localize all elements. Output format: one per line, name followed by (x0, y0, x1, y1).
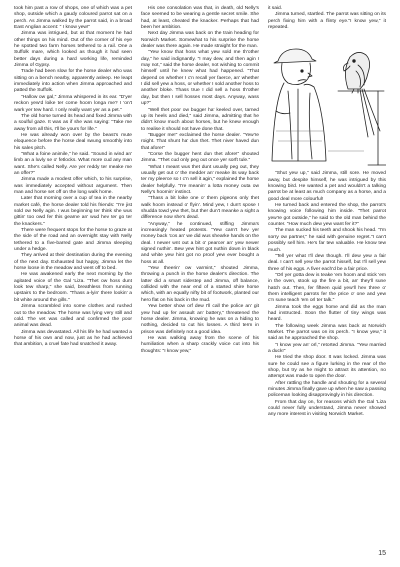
text-column-1 (14, 6, 132, 349)
column3-top-paragraph: it said. (268, 6, 283, 11)
column3-bottom-paragraph: From that day on, for reasons which the Gal 'Liza could never fully understand, Jimma never showed any more interest in visiting Norwich Market. (268, 399, 386, 418)
column3-bottom-paragraph: "Tell yer what I'll dew though. I'll dew yew a fair deal. I can't sell yew the parrot hisself, but I'll sell yew three of his eggs. A fiver each'd be a fair price. (268, 253, 386, 272)
column1-paragraph: "What a foine animile," he said. "Sound in wind an' limb an a luvly se o' fetlocks. What more cud any man want. She's called Nelly. Are yer reddy ter meake me an offer?" (14, 151, 132, 176)
column2-paragraph: "What I meant wus thet dunt usually peg out, they usually get out o' the medder an' meake its way back ter my pleerce so I c'n sell it agin," explained the horse dealer helpfully. "I're meanin' a lotta money outa ow Nelly's hoomin' instinct. (141, 164, 259, 195)
page-number: 15 (378, 550, 386, 557)
column3-bottom-paragraph: "Orl yer gotta dew is teake 'em hoom and stick 'em in the oven, stook up the fire a bit, an' they'll sune hatch out. Then, fer fifteen quid yew'll hev three o' them intelligent parrots fer the price o' one and yew c'n sune teach 'em orl ter talk." (268, 272, 386, 304)
column3-bottom-paragraph: After rattling the handle and shouting for a several minutes Jimma finally gave up when he saw a passing policeman looking disapprovingly in his direction. (268, 380, 386, 399)
column2-paragraph: "Thass a bit loike one o' them pigeons only thet walk hoom instead o' flyin'. Mind yew, I dun't spose I shudda towd yew thet, but ther dun't meanke a sight a difference now she's dead. (141, 196, 259, 221)
column3-bottom-paragraph: "I know yew an' orl," retorted Jimma. "Yew married a duck!" (268, 342, 386, 354)
column3-top-paragraph: Jimma turned, startled. The parrot was sitting on its perch fixing him with a flinty eye."I know yew," it repeated. (268, 12, 386, 31)
column2-paragraph: His one consolation was that, in death, old Nelly's face seemed to be wearing a gentle secret smile. She had, at least, cheated the knacker. Perhaps that had been her ambition. (141, 6, 259, 31)
column2-paragraph: "Yew theerin' ow varmint," shouted Jimma, throwing a punch in the horse dealer's direction. The latter did a smart sidestep and Jimma, off balance, collided with the near end of a started shire horse which, with an equally nifty bit of footwork, planted our hero flat on his back in the mud. (141, 266, 259, 303)
text-column-3 (268, 6, 386, 419)
column1-paragraph: Jimma made a modest offer which, to his surprise, was immediately accepted without argument. Then man and horse set off on the long walk home. (14, 177, 132, 195)
column3-bottom-paragraph: He tried the shop door. It was locked. Jimma was sure he could see a figure lurking in the rear of the shop, but try as he might to attract its attention, no attempt was made to open the door. (268, 355, 386, 380)
column1-paragraph: Jimma scrambled into some clothes and rushed out to the meadow. The horse was lying very still and cold. The vet was called and confirmed the poor animal was dead. (14, 304, 132, 329)
text-column-2 (141, 6, 259, 355)
column1-paragraph: Later that morning over a cup of tea in the nearby market café, the horse dealer told his friends: "I're jist sold ow Nelly agin. I wus beginning ter think she wus gittin' too owd fer this gearne an' wud hev ter go ter the knackers." (14, 196, 132, 227)
column1-paragraph: Jimma was intrigued, but at that moment he had other things on his mind. Out of the corner of his eye he spotted two farm horses tethered to a rail. One a Suffolk mare, which looked as though it had seen better days during a hard working life, reminded Jimma of Gypsy. (14, 31, 132, 69)
parrot-sketch-icon (268, 31, 386, 167)
column3-bottom-paragraph: The following week Jimma was back at Norwich Market. The parrot was on its perch. "I know yew," it said as he approached the shop. (268, 323, 386, 342)
column2-paragraph: "Corse the bugger hent dun thet afore!" shouted Jimma. "Thet cud only peg out once yer sorft tule." (141, 151, 259, 164)
column1-paragraph: They arrived at their destination during the evening of the next day. Exhausted but happy, Jimma let the horse loose in the meadow and went off to bed. (14, 253, 132, 272)
column1-paragraph: "Hallow ow gal," Jimma whispered in its ear. "D'yer reckon yew'd loike ter come hoom longa me? I 'on't wark yer tew hard. I only really want yer as a pet." (14, 94, 132, 113)
column3-bottom-paragraph: The man sucked his teeth and shook his head. "I'm sorry ow partner," he said with genuine regret."I can't possibly sell him. He's far tew valuable. He know tew much. (268, 228, 386, 253)
column2-paragraph: "Well thet poor ow bugger ha' keeled over, tarned up its heels and died," said Jimma, admitting that he didn't know much about horses, but he knew enough to realise it should not have done that. (141, 107, 259, 132)
column1-paragraph: The old horse turned its head and fixed Jimma with a soulful gaze. It was as if she was saying: "Take me away from all this, I'll be yours for life." (14, 113, 132, 132)
column1-paragraph: took him past a row of shops, one of which was a pet shop, outside which a gaudy coloured parrot sat on a perch. As Jimma walked by the parrot said, in a broad East Anglian accent: " I know yew!" (14, 6, 132, 31)
column1-paragraph: Jimma was devastated. All his life he had wanted a horse of his own and now, just as he had achieved that ambition, a cruel fate had snatched it away. (14, 329, 132, 348)
column1-paragraph: He was already won over by the beast's mute eloquence before the horse deal swung smoothly into his sales pitch. (14, 132, 132, 151)
column1-paragraph: There were frequent stops for the horse to graze at the side of the road and an overnight stay with Nelly tethered to a five-barred gate and Jimma sleeping under a hedge. (14, 228, 132, 253)
column2-paragraph: "Bugger me!" exclaimed the horse dealer. "Yew're roight. That shunt ha' dun thet. Thet niver haved dun that afore!" (141, 132, 259, 151)
column1-paragraph: He was awakened early the next morning by the agitated voice of the Gal 'Liza. "Thet ow hoss dunt look tew sharp," she said, breathless from running upstairs to the bedroom. "Thass a-lyin' there lookin' a bit white around the gills." (14, 272, 132, 303)
column2-paragraph: He was walking away from the scene of his humiliation when a sharp crackly voice cut into his thoughts: "I know yew," (141, 335, 259, 354)
column2-paragraph: "Yew know that hoss what yew sold me th'other day," he said indignantly. "I may dew, and then agin I may not," said the horse dealer, not wishing to commit himself until he knew what had happened. "That depend on whether I c'n recall yer faerce, an' whether I did sell yew a hoss, or whether I sold another hoss to another bloke. Thass true I did sell a hoss th'other day, but then I sell hosses most days. Anyway, wass up?" (141, 50, 259, 107)
column3-bottom-paragraph: "Shut yew up," said Jimma, still sore. He moved away, but despite himself, he was intrigued by this knowing bird. He wanted a pet and wouldn't a talking parrot be at least as much company as a horse, and a good deal more colourful! (268, 171, 386, 202)
column1-paragraph: Trade had been slow for the horse dealer who was sitting on a bench nearby, apparently asleep. He leapt immediately into action when Jimma approached and patted the Suffolk. (14, 69, 132, 94)
column3-bottom-paragraph: Jimma took the eggs home and did as the man had instructed. Soon the flutter of tiny wings was heard. (268, 304, 386, 323)
column3-bottom-paragraph: He turned back and entered the shop, the parrot's knowing voice following him inside. "Thet parrot yew're got outside," he said to the old man behind the counter. "How much dew yew want fer it?" (268, 203, 386, 228)
column2-paragraph: "Anyway," he continued, stiffing Jimma's increasingly heated protests. "Yew carn't hev yer money back 'cos an' we did wus shearke hands on the deal. I newer wnt out a bit o' pearcer an' yew newer signed nuthin'. Bew yew hint got nuthin down in black and white yew hint got no proof yew ever bought a hoss at all. (141, 221, 259, 265)
column2-paragraph: Next day Jimma was back on the train heading for Norwich Market. Somewhat to his surprise the horse dealer was there again. He made straight for the man. (141, 31, 259, 50)
column2-paragraph: Yew better show orf dew I'll call the police an' git yew had up fer assault an' battery," threatened the horse dealer. Jimma, knowing he was on a hiding to nothing, decided to cut his losses. A third term in prison was definitely not a good idea. (141, 304, 259, 335)
illustration-man-and-parrot (268, 31, 386, 167)
